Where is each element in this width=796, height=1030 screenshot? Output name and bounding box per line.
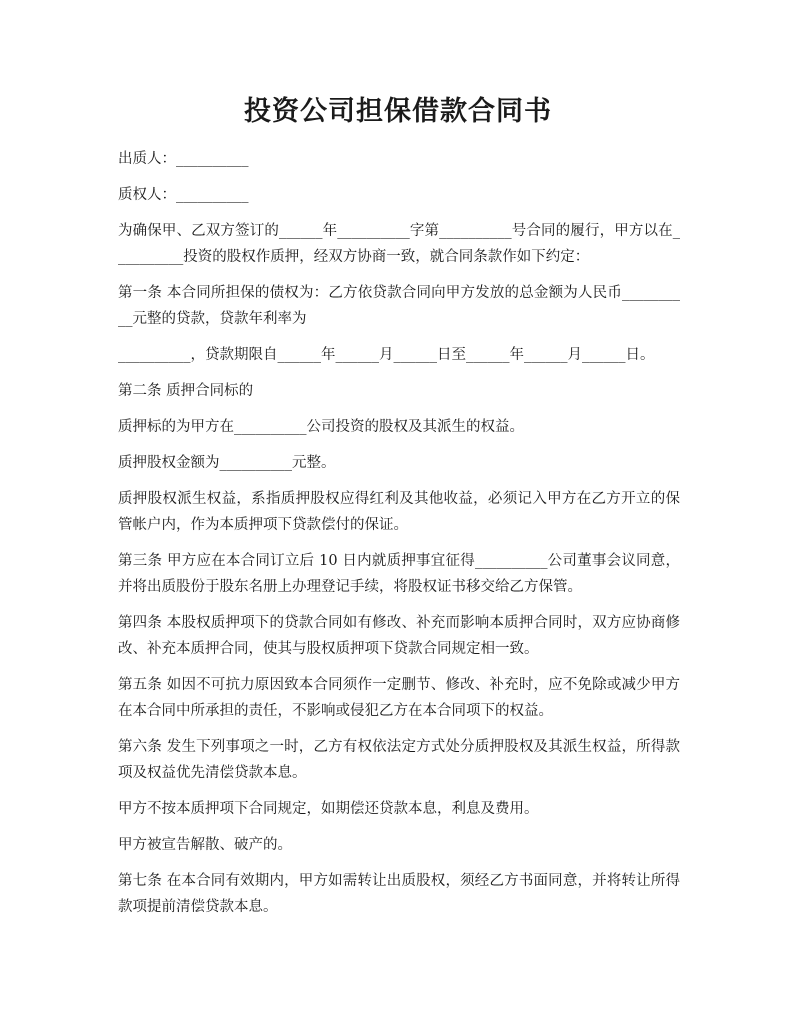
document-title: 投资公司担保借款合同书 bbox=[244, 96, 552, 127]
article-1-paragraph: 第一条 本合同所担保的债权为：乙方依贷款合同向甲方发放的总金额为人民币__________元整的贷款，贷款年利率为 bbox=[118, 285, 680, 327]
loan-term-paragraph: __________，贷款期限自______年______月______日至______年______月______日。 bbox=[118, 347, 655, 363]
default-item-2: 甲方被宣告解散、破产的。 bbox=[118, 837, 292, 853]
article-7-paragraph: 第七条 在本合同有效期内，甲方如需转让出质股权，须经乙方书面同意，并将转让所得款项提前清偿贷款本息。 bbox=[118, 873, 680, 915]
document-body bbox=[118, 146, 680, 930]
article-6-paragraph: 第六条 发生下列事项之一时，乙方有权依法定方式处分质押股权及其派生权益，所得款项及权益优先清偿贷款本息。 bbox=[118, 739, 680, 781]
pledge-subject-paragraph: 质押标的为甲方在__________公司投资的股权及其派生的权益。 bbox=[118, 419, 524, 435]
default-item-1: 甲方不按本质押项下合同规定，如期偿还贷款本息，利息及费用。 bbox=[118, 801, 539, 817]
derived-rights-paragraph: 质押股权派生权益，系指质押股权应得红利及其他收益，必须记入甲方在乙方开立的保管帐户内，作为本质押项下贷款偿付的保证。 bbox=[118, 491, 680, 533]
article-4-paragraph: 第四条 本股权质押项下的贷款合同如有修改、补充而影响本质押合同时，双方应协商修改、补充本质押合同，使其与股权质押项下贷款合同规定相一致。 bbox=[118, 615, 680, 657]
article-5-paragraph: 第五条 如因不可抗力原因致本合同须作一定删节、修改、补充时，应不免除或减少甲方在本合同中所承担的责任，不影响或侵犯乙方在本合同项下的权益。 bbox=[118, 677, 680, 719]
article-2-heading: 第二条 质押合同标的 bbox=[118, 383, 254, 399]
article-3-paragraph: 第三条 甲方应在本合同订立后 10 日内就质押事宜征得__________公司董事会议同意，并将出质股份于股东名册上办理登记手续，将股权证书移交给乙方保管。 bbox=[118, 553, 680, 595]
preamble-paragraph: 为确保甲、乙双方签订的______年__________字第__________号合同的履行，甲方以在__________投资的股权作质押，经双方协商一致，就合同条款作如下约定： bbox=[118, 223, 680, 265]
pledgor-line: 出质人：__________ bbox=[118, 151, 249, 167]
pledge-amount-paragraph: 质押股权金额为__________元整。 bbox=[118, 455, 336, 471]
pledgee-line: 质权人：__________ bbox=[118, 187, 249, 203]
